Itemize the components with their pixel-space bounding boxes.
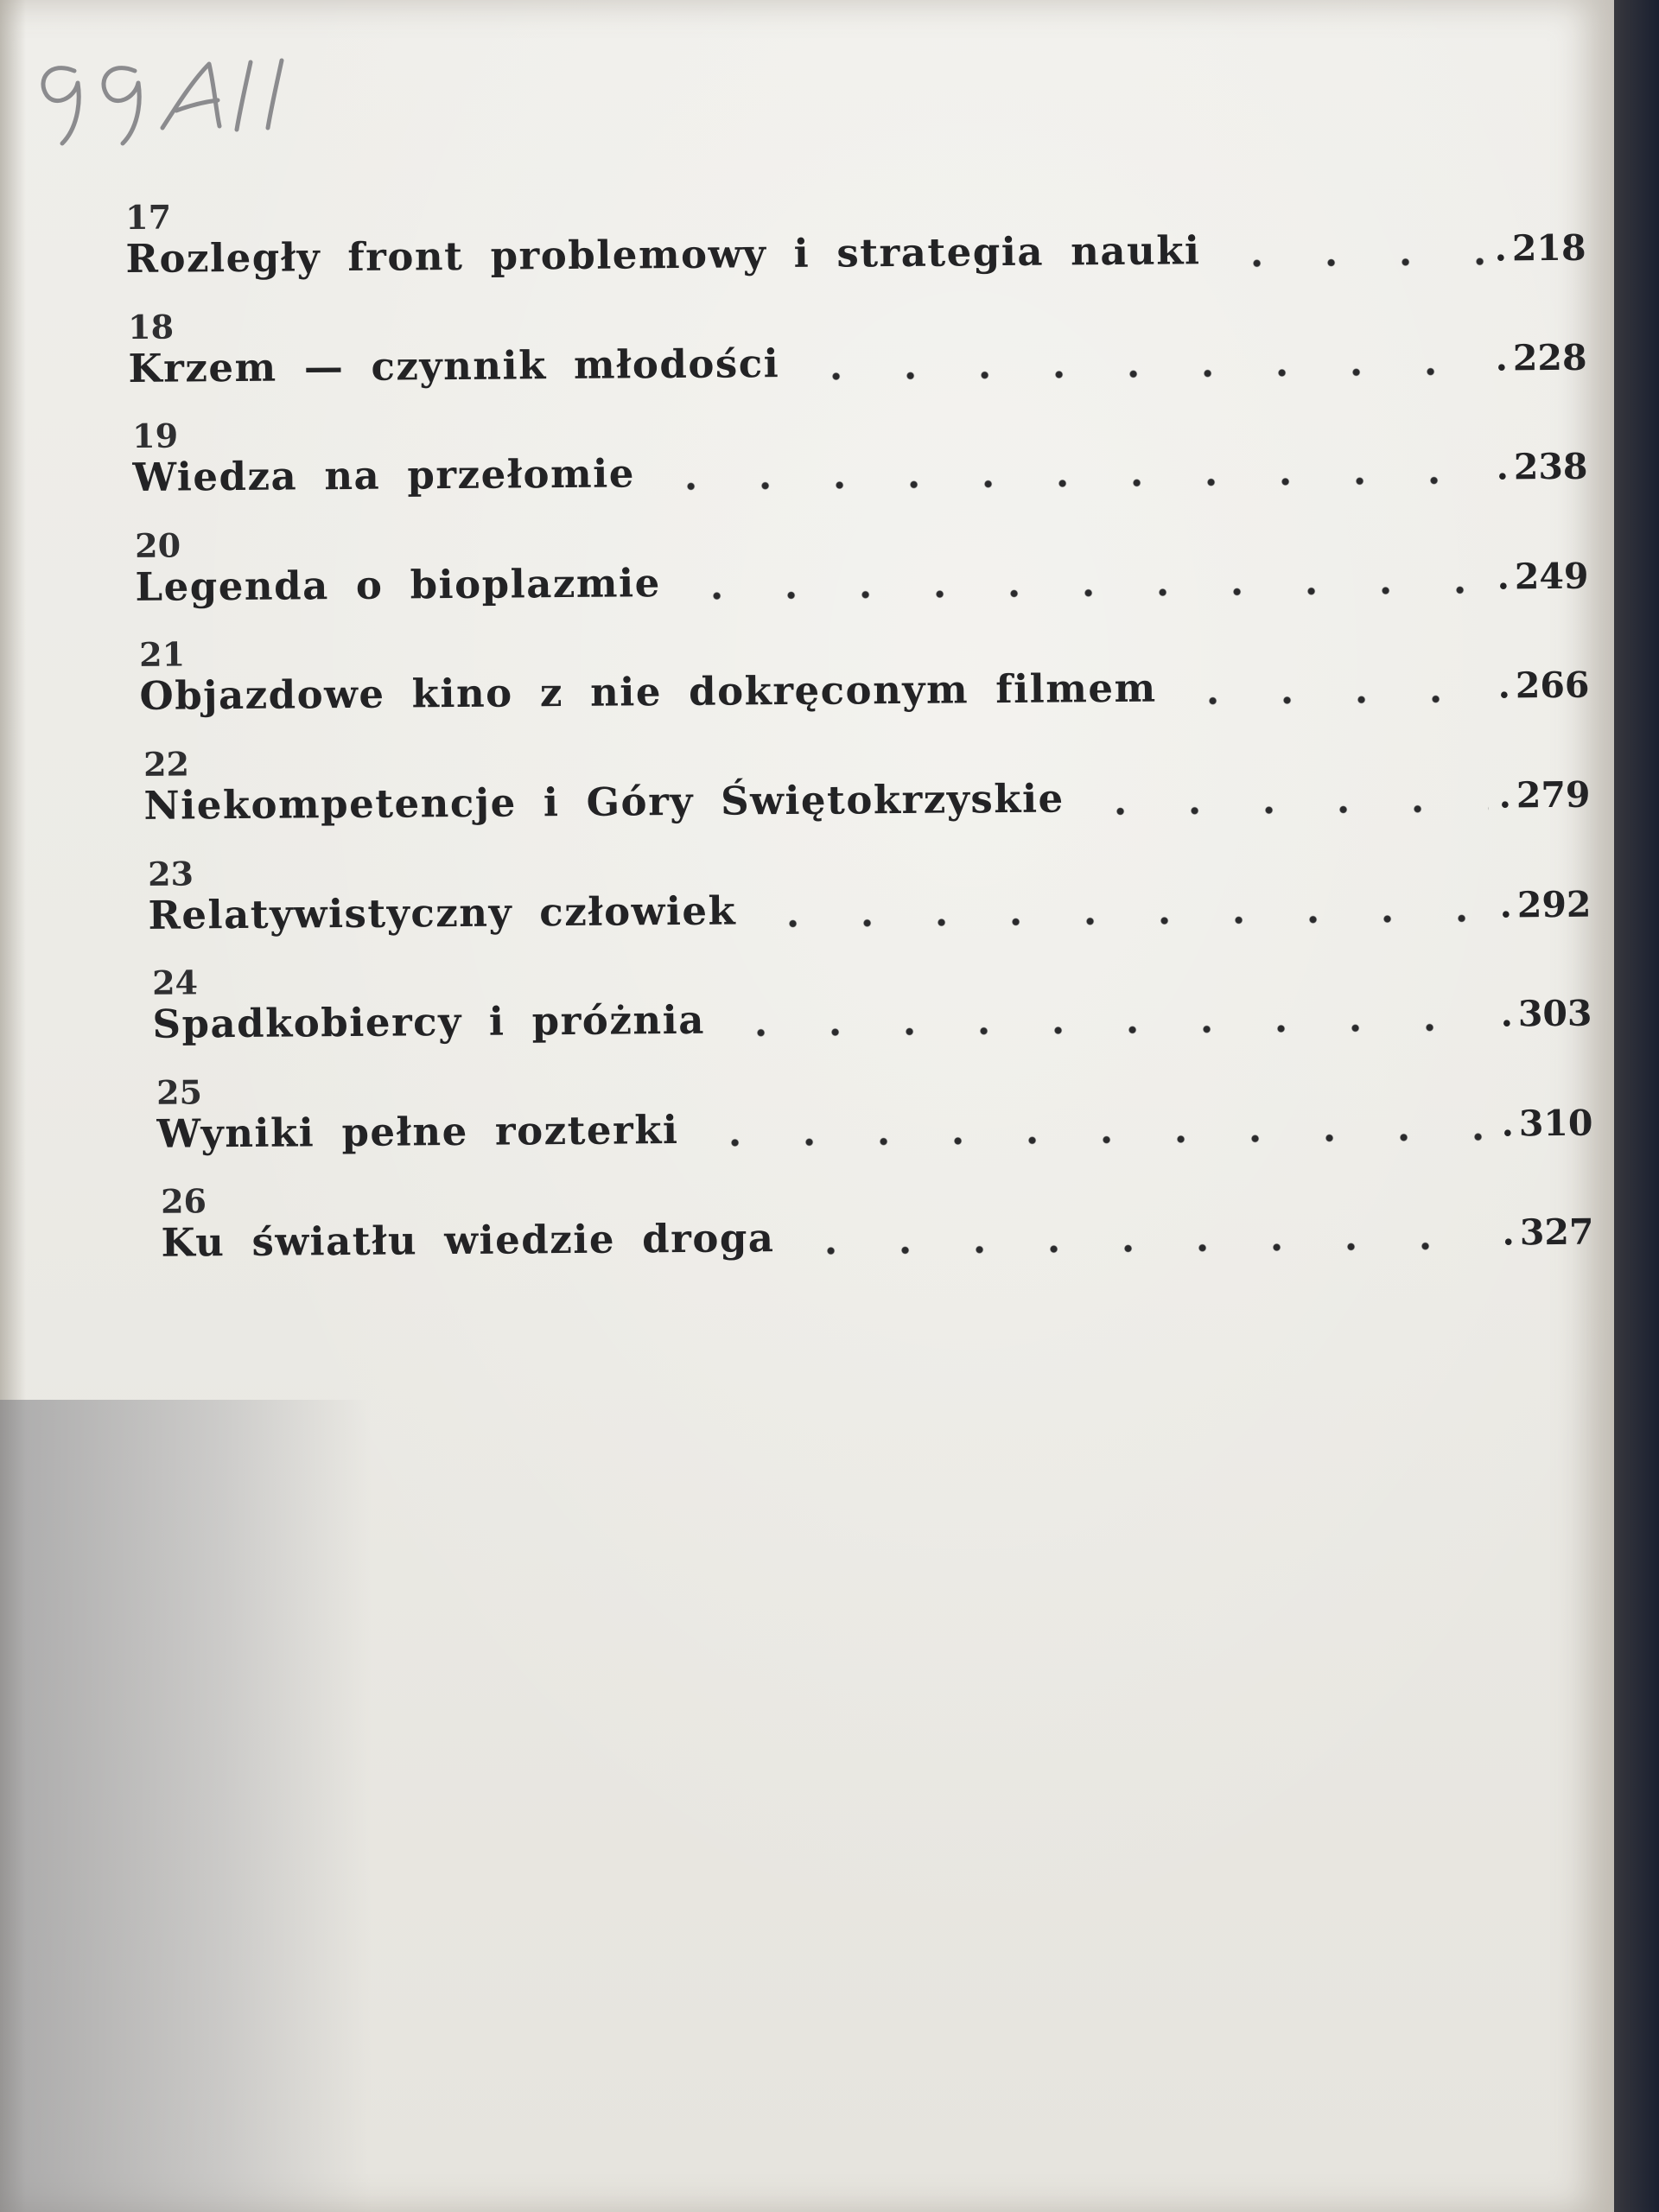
page-number: . 303 — [1500, 988, 1592, 1040]
chapter-title: Krzem — czynnik młodości — [128, 340, 780, 391]
chapter-number: 18 — [127, 307, 175, 346]
dot-leader — [790, 332, 1485, 389]
page-number: . 266 — [1497, 659, 1589, 712]
dot-leader — [1211, 223, 1484, 276]
toc-entry[interactable] — [148, 843, 1592, 964]
chapter-title: Wyniki pełne rozterki — [156, 1106, 679, 1157]
chapter-number: 23 — [147, 853, 194, 893]
page-number: . 228 — [1495, 331, 1586, 384]
page-number: . 310 — [1501, 1096, 1592, 1149]
dot-leader — [747, 879, 1490, 937]
toc-entry[interactable] — [139, 625, 1590, 746]
dot-leader — [1166, 660, 1487, 715]
dot-leader — [645, 442, 1486, 500]
toc-entry[interactable] — [161, 1172, 1594, 1293]
chapter-title: Ku światłu wiedzie droga — [161, 1215, 775, 1267]
chapter-title: Wiedza na przełomie — [132, 450, 636, 501]
page-number: . 292 — [1499, 878, 1591, 931]
chapter-number: 17 — [124, 197, 172, 237]
toc-entry[interactable] — [132, 406, 1588, 527]
page-number: . 249 — [1497, 550, 1588, 602]
page-number: . 218 — [1494, 222, 1586, 275]
chapter-number: 25 — [156, 1072, 203, 1112]
pencil-annotation — [24, 26, 301, 156]
chapter-number: 22 — [143, 744, 190, 784]
chapter-number: 24 — [151, 963, 199, 1002]
chapter-title: Objazdowe kino z nie dokręconym filmem — [139, 665, 1157, 720]
chapter-number: 26 — [160, 1181, 207, 1222]
page-number: . 238 — [1496, 441, 1587, 493]
chapter-number: 19 — [131, 416, 179, 456]
chapter-title: Legenda o bioplazmie — [135, 559, 661, 610]
chapter-title: Spadkobiercy i próżnia — [152, 996, 706, 1047]
chapter-title: Relatywistyczny człowiek — [148, 887, 737, 938]
dot-leader — [689, 1097, 1491, 1155]
toc-entry[interactable] — [143, 734, 1591, 855]
page-number: . 327 — [1502, 1206, 1593, 1259]
chapter-title: Niekompetencje i Góry Świętokrzyskie — [143, 775, 1065, 829]
toc-entry[interactable] — [135, 515, 1589, 636]
toc-entry[interactable] — [125, 188, 1586, 308]
page-number: . 279 — [1498, 769, 1590, 822]
dot-leader — [715, 988, 1491, 1046]
chapter-number: 21 — [138, 634, 186, 675]
toc-entry[interactable] — [156, 1062, 1593, 1183]
dot-leader — [785, 1207, 1492, 1264]
hand-shadow — [0, 1400, 372, 2212]
table-of-contents — [125, 188, 1594, 1293]
dot-leader — [671, 550, 1487, 608]
dot-leader — [1074, 770, 1488, 825]
chapter-number: 20 — [134, 525, 181, 565]
chapter-title: Rozległy front problemowy i strategia nauki — [125, 227, 1201, 282]
toc-entry[interactable] — [152, 953, 1592, 1074]
toc-entry[interactable] — [128, 296, 1587, 417]
